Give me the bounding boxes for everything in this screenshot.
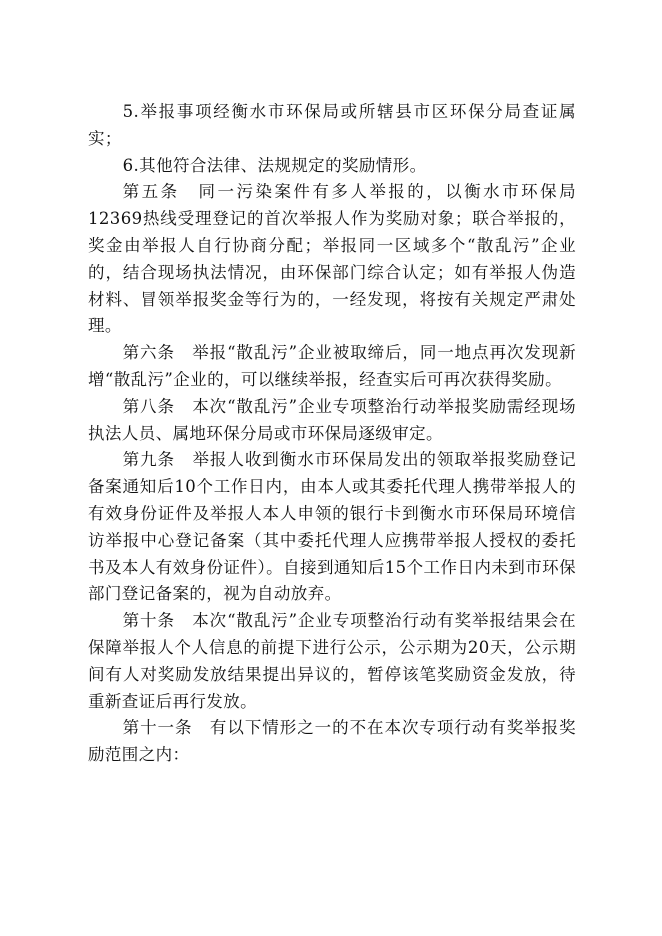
article-8: 第八条 本次“散乱污”企业专项整治行动举报奖励需经现场执法人员、属地环保分局或市环保局逐级审定。	[88, 396, 576, 443]
article-9: 第九条 举报人收到衡水市环保局发出的领取举报奖励登记备案通知后10个工作日内，由本人或其委托代理人携带举报人的有效身份证件及举报人本人申领的银行卡到衡水市环保局环境信访举报中心登记备案（其中委托代理人应携带举报人授权的委托书及本人有效身份证件）。自接到通知后15个工作日内未到市环保部门登记备案的，视为自动放弃。	[88, 450, 576, 604]
article-6: 第六条 举报“散乱污”企业被取缔后，同一地点再次发现新增“散乱污”企业的，可以继续举报，经查实后可再次获得奖励。	[88, 343, 576, 389]
document-page	[88, 99, 576, 769]
paragraph-item-6: 6.其他符合法律、法规规定的奖励情形。	[122, 155, 427, 175]
paragraph-item-5: 5.举报事项经衡水市环保局或所辖县市区环保分局查证属实；	[88, 102, 576, 148]
article-10: 第十条 本次“散乱污”企业专项整治行动有奖举报结果会在保障举报人个人信息的前提下进行公示，公示期为20天，公示期间有人对奖励发放结果提出异议的，暂停该笔奖励资金发放，待重新查证后再行发放。	[88, 611, 576, 711]
article-5: 第五条 同一污染案件有多人举报的，以衡水市环保局12369热线受理登记的首次举报人作为奖励对象；联合举报的，奖金由举报人自行协商分配；举报同一区域多个“散乱污”企业的，结合现场执法情况，由环保部门综合认定；如有举报人伪造材料、冒领举报奖金等行为的，一经发现，将按有关规定严肃处理。	[88, 182, 576, 336]
article-11: 第十一条 有以下情形之一的不在本次专项行动有奖举报奖励范围之内：	[88, 718, 576, 765]
